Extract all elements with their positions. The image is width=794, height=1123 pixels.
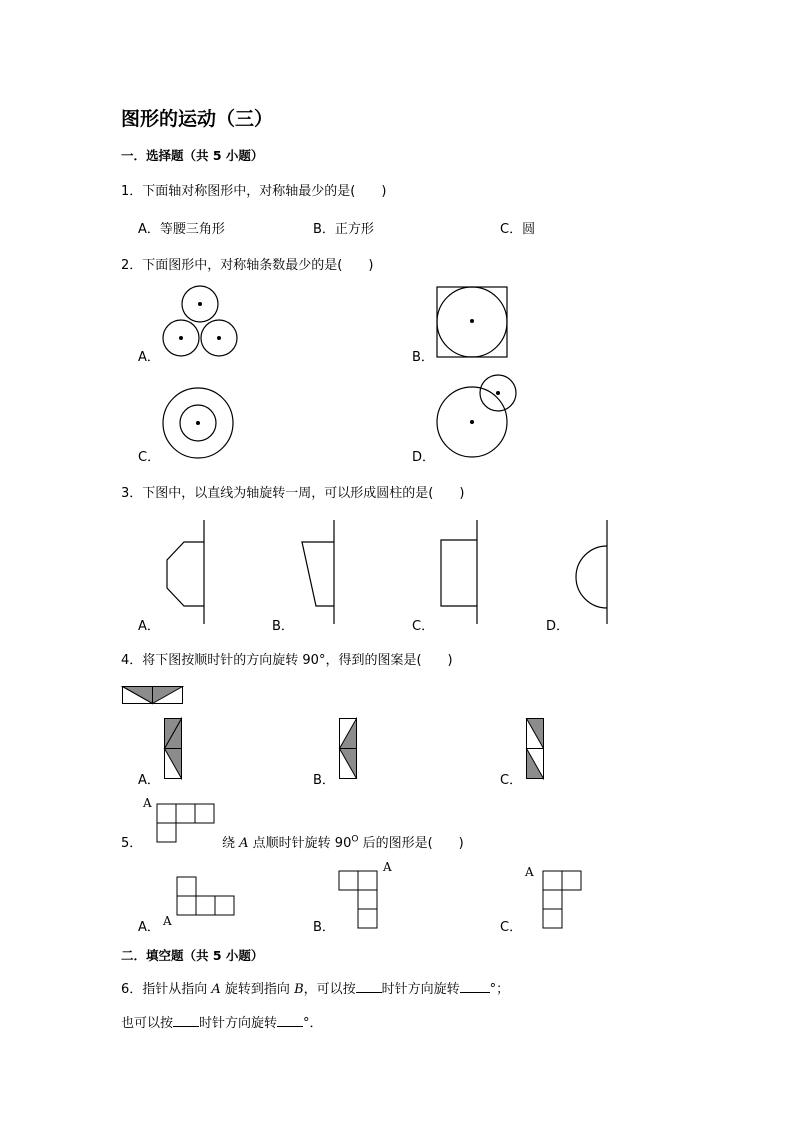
- question-5-option-a: A．: [138, 920, 160, 935]
- q5-stem-deg: O: [351, 834, 359, 845]
- q5-figure-a: [176, 876, 238, 918]
- q6-text-1: 6．指针从指向: [121, 982, 212, 997]
- q5-option-c-point-label: A: [525, 865, 534, 879]
- q6-text-2: 旋转到指向: [220, 982, 295, 997]
- q4-figure-a: [164, 718, 184, 780]
- q6-text-8: °．: [303, 1016, 323, 1031]
- q6-var-b: B: [294, 982, 304, 997]
- q2-figure-d-two-circles: [436, 372, 526, 462]
- question-4-option-b: B．: [313, 773, 335, 788]
- question-6-line-2: [121, 1012, 323, 1031]
- q3-figure-a-hexagon-half: [160, 520, 210, 624]
- q5-stem-mid: 点顺时针旋转 90: [248, 836, 352, 851]
- q6-text-5: °；: [489, 982, 510, 997]
- question-2-stem: 2．下面图形中，对称轴条数最少的是( ): [121, 258, 374, 273]
- question-3-stem: 3．下图中，以直线为轴旋转一周，可以形成圆柱的是( ): [121, 486, 465, 501]
- question-4-stem: 4．将下图按顺时针的方向旋转 90°，得到的图案是( ): [121, 653, 453, 668]
- question-4-option-c: C．: [500, 773, 523, 788]
- q5-figure-c: [542, 870, 584, 932]
- q5-stem-post: 后的图形是( ): [358, 836, 464, 851]
- section-heading-fill-in: 二．填空题（共 5 小题）: [121, 948, 264, 963]
- question-1-option-a: A．等腰三角形: [138, 222, 225, 237]
- q6-text-3: ，可以按: [303, 982, 356, 997]
- q3-figure-b-trapezoid: [298, 520, 338, 624]
- question-3-option-a: A．: [138, 619, 160, 634]
- question-5-option-b: B．: [313, 920, 335, 935]
- question-3-option-b: B．: [272, 619, 294, 634]
- question-2-option-b: B．: [412, 350, 434, 365]
- q5-option-b-point-label: A: [383, 860, 392, 874]
- q5-stem-var: A: [239, 836, 249, 851]
- q6-blank-4[interactable]: [277, 1015, 303, 1027]
- q5-original-figure: [156, 803, 216, 845]
- section-heading-multiple-choice: 一．选择题（共 5 小题）: [121, 148, 264, 163]
- question-2-option-c: C．: [138, 450, 161, 465]
- q5-figure-b: [338, 870, 380, 932]
- page-title: 图形的运动（三）: [121, 108, 274, 130]
- q2-figure-c-concentric-circles: [162, 387, 236, 461]
- q4-figure-c: [526, 718, 546, 780]
- q5-stem-pre: 绕: [222, 836, 240, 851]
- question-5-number: 5．: [121, 836, 143, 851]
- q6-text-4: 时针方向旋转: [381, 982, 460, 997]
- q6-blank-1[interactable]: [356, 981, 382, 993]
- question-2-option-a: A．: [138, 350, 160, 365]
- question-1-option-c: C．圆: [500, 222, 536, 237]
- q6-blank-2[interactable]: [460, 981, 490, 993]
- question-6-line-1: [121, 978, 509, 997]
- question-3-option-c: C．: [412, 619, 435, 634]
- question-1-stem: 1．下面轴对称图形中，对称轴最少的是( ): [121, 184, 387, 199]
- q2-figure-b-circle-in-square: [436, 286, 510, 360]
- q6-text-7: 时针方向旋转: [199, 1016, 278, 1031]
- q3-figure-d-semicircle: [572, 520, 612, 624]
- q3-figure-c-rectangle: [438, 520, 480, 624]
- question-5-stem: [222, 832, 464, 851]
- q4-figure-b: [339, 718, 359, 780]
- q6-var-a: A: [211, 982, 221, 997]
- q4-original-figure: [122, 686, 184, 706]
- q6-text-6: 也可以按: [121, 1016, 174, 1031]
- q5-option-a-point-label: A: [163, 914, 172, 928]
- q5-point-label: A: [143, 796, 152, 810]
- question-4-option-a: A．: [138, 773, 160, 788]
- q6-blank-3[interactable]: [173, 1015, 199, 1027]
- question-5-option-c: C．: [500, 920, 523, 935]
- question-2-option-d: D．: [412, 450, 436, 465]
- q2-figure-a-three-circles: [150, 280, 250, 360]
- question-3-option-d: D．: [546, 619, 570, 634]
- question-1-option-b: B．正方形: [313, 222, 374, 237]
